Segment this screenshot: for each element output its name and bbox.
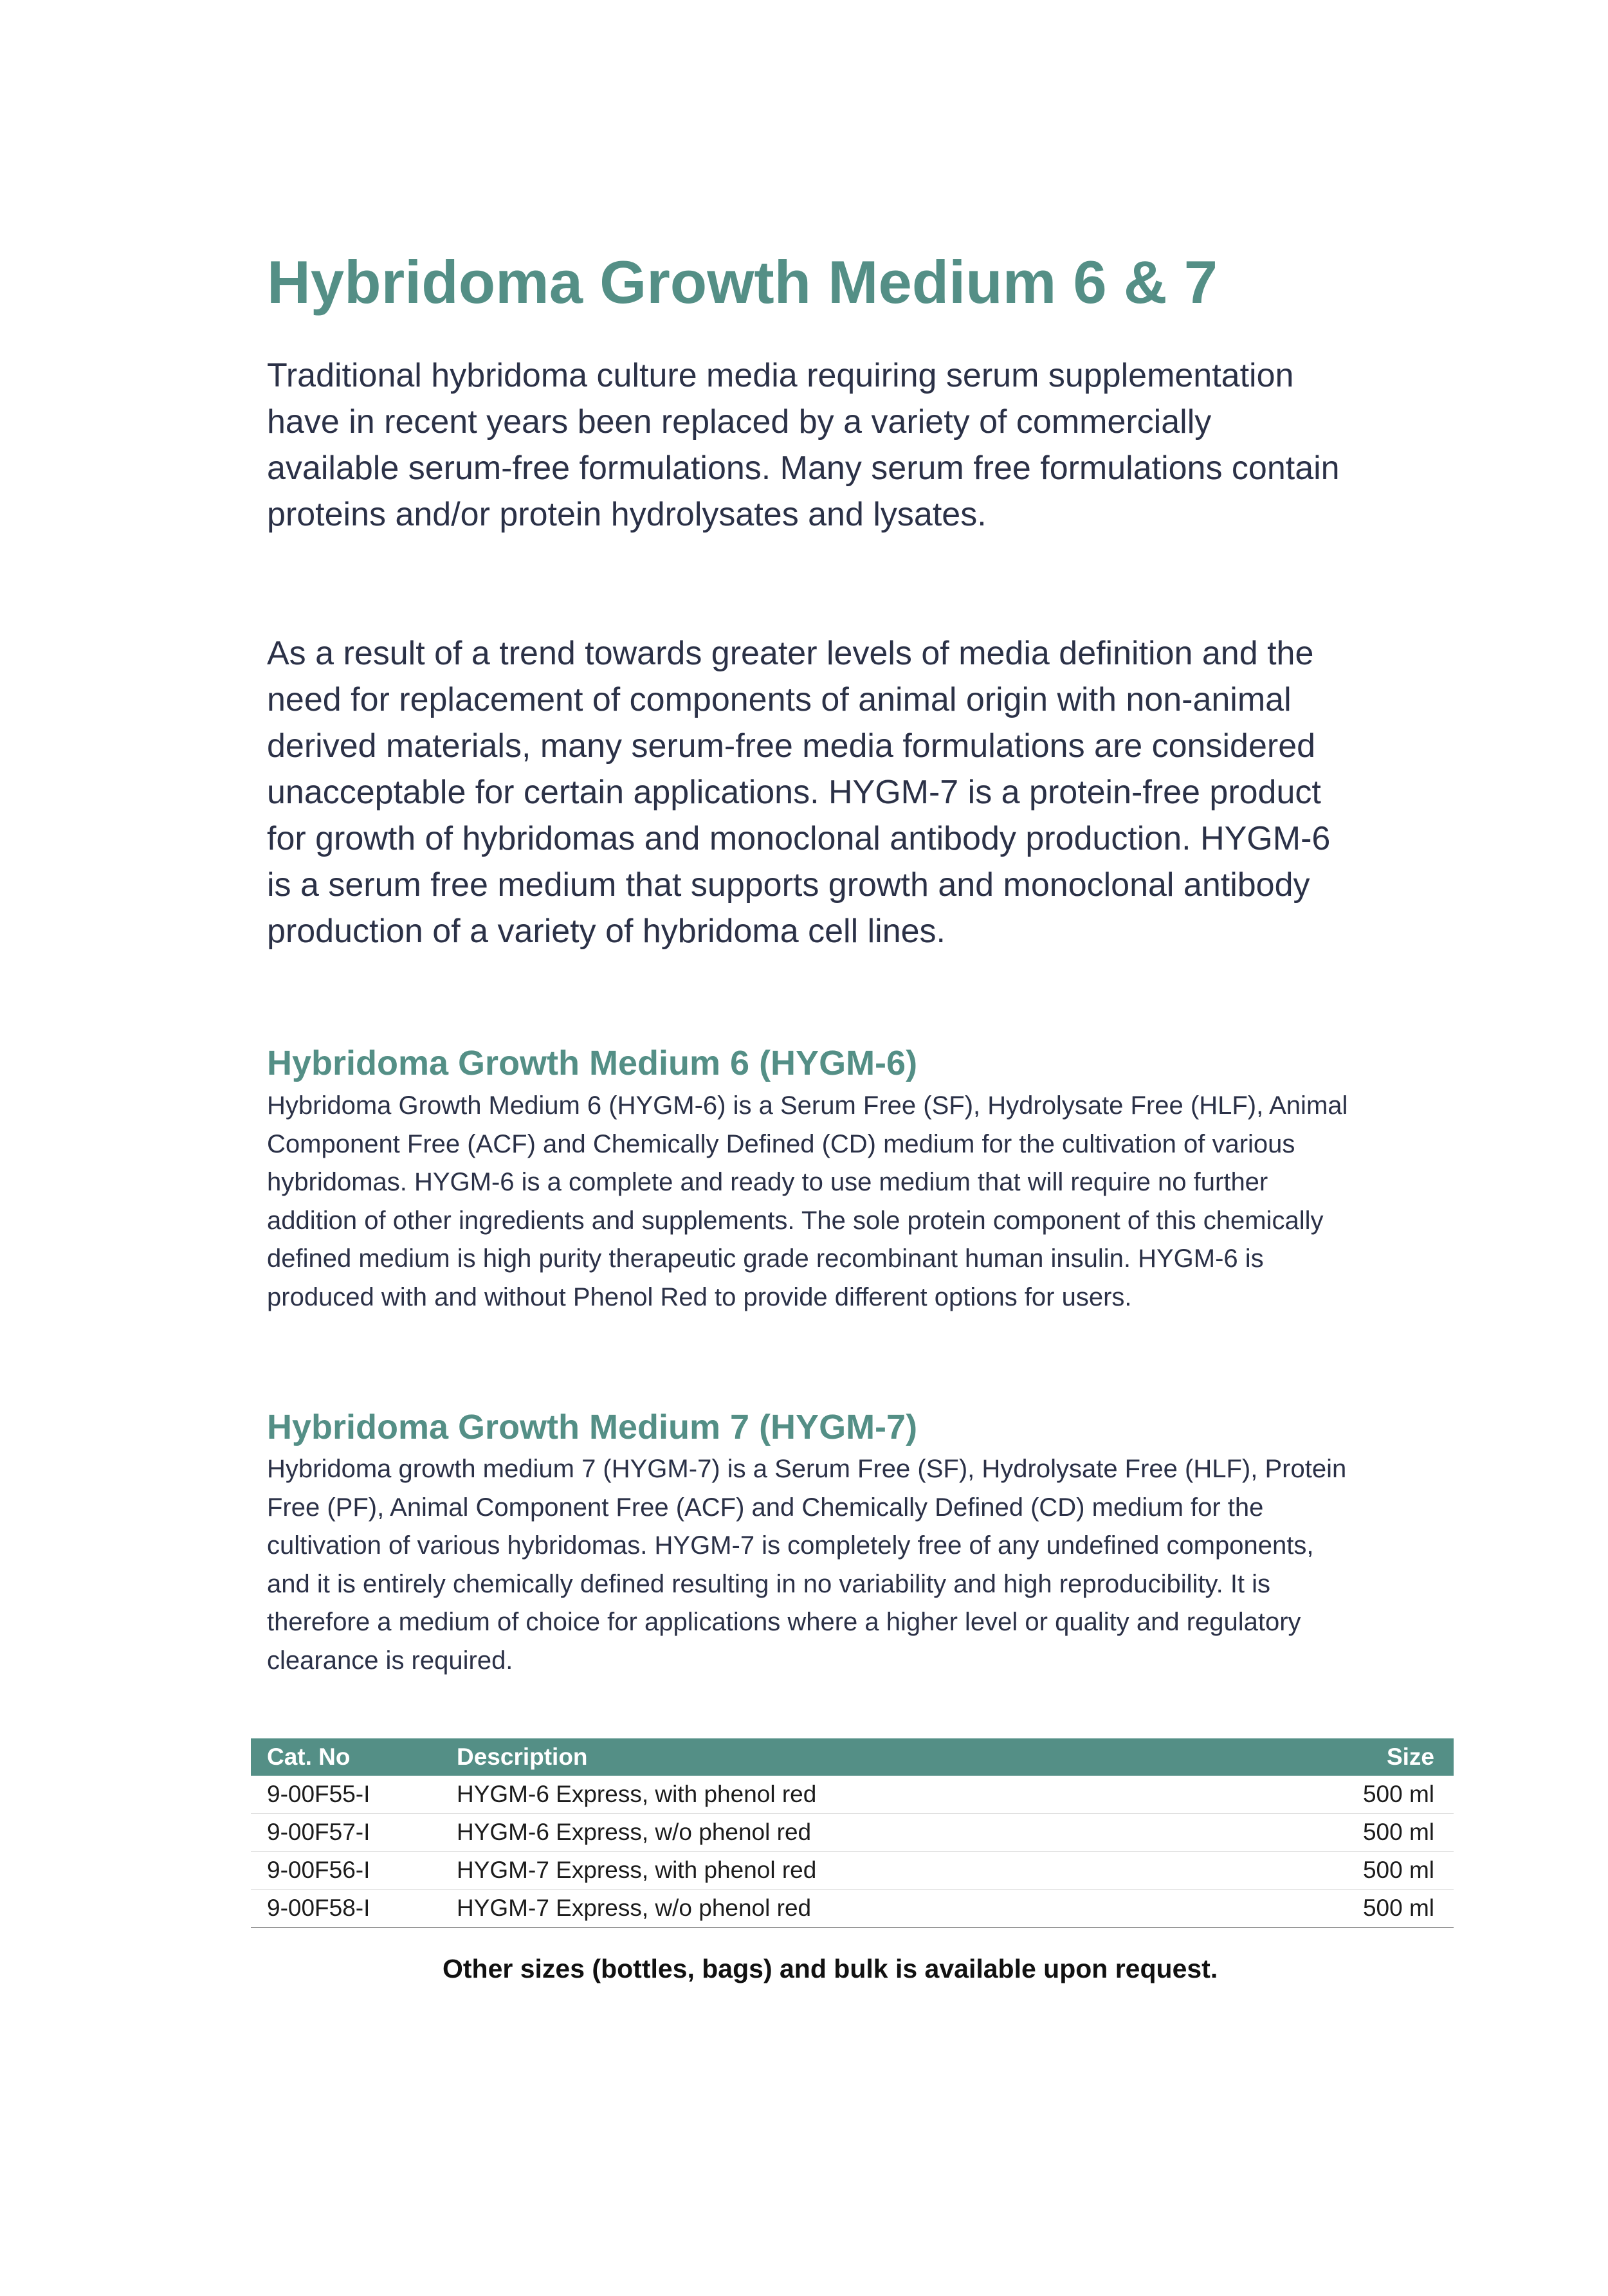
header-size: Size — [1386, 1744, 1434, 1770]
cat-no-cell: 9-00F56-I — [251, 1852, 441, 1890]
table-row — [251, 1852, 1454, 1890]
description-cell: HYGM-7 Express, with phenol red — [441, 1852, 1241, 1890]
header-description: Description — [457, 1744, 588, 1770]
cat-no-cell: 9-00F55-I — [251, 1776, 441, 1814]
intro-paragraph-1: Traditional hybridoma culture media requiring serum supplementation have in recent years been replaced by a variety of commercially available serum-free formulations. Many serum free formulations contain proteins and/or protein hydrolysates and lysates. — [267, 357, 1340, 533]
intro-paragraph-2: As a result of a trend towards greater levels of media definition and the need for replacement of components of animal origin with non-animal derived materials, many serum-free media formulations are considered unacceptable for certain applications. HYGM-7 is a protein-free product for growth of hybridomas and monoclonal antibody production. HYGM-6 is a serum free medium that supports growth and monoclonal antibody production of a variety of hybridoma cell lines. — [267, 635, 1331, 950]
size-cell: 500 ml — [1241, 1890, 1454, 1928]
section-heading-hygm7: Hybridoma Growth Medium 7 (HYGM-7) — [267, 1408, 918, 1446]
section-heading-hygm6: Hybridoma Growth Medium 6 (HYGM-6) — [267, 1044, 918, 1082]
product-table — [251, 1738, 1454, 1928]
section-body-hygm7: Hybridoma growth medium 7 (HYGM-7) is a Serum Free (SF), Hydrolysate Free (HLF), Protein Free (PF), Animal Component Free (ACF) and Chemically Defined (CD) medium for the cultivation of various hybridomas. HYGM-7 is completely free of any undefined components, and it is entirely chemically defined resulting in no variability and high reproducibility. It is therefore a medium of choice for applications where a higher level or quality and regulatory clearance is required. — [267, 1455, 1347, 1675]
table-row — [251, 1776, 1454, 1814]
cat-no-cell: 9-00F57-I — [251, 1814, 441, 1852]
table-row — [251, 1814, 1454, 1852]
description-cell: HYGM-7 Express, w/o phenol red — [441, 1890, 1241, 1928]
cat-no-cell: 9-00F58-I — [251, 1890, 441, 1928]
table-header-row — [251, 1738, 1454, 1776]
header-cat-no: Cat. No — [267, 1744, 351, 1770]
availability-note: Other sizes (bottles, bags) and bulk is available upon request. — [443, 1954, 1218, 1983]
size-cell: 500 ml — [1241, 1814, 1454, 1852]
page-title: Hybridoma Growth Medium 6 & 7 — [267, 248, 1218, 316]
section-body-hygm6: Hybridoma Growth Medium 6 (HYGM-6) is a Serum Free (SF), Hydrolysate Free (HLF), Animal Component Free (ACF) and Chemically Defined (CD) medium for the cultivation of various hybridomas. HYGM-6 is a complete and ready to use medium that will require no further addition of other ingredients and supplements. The sole protein component of this chemically defined medium is high purity therapeutic grade recombinant human insulin. HYGM-6 is produced with and without Phenol Red to provide different options for users. — [267, 1091, 1348, 1311]
table-row — [251, 1890, 1454, 1928]
size-cell: 500 ml — [1241, 1852, 1454, 1890]
size-cell: 500 ml — [1241, 1776, 1454, 1814]
description-cell: HYGM-6 Express, with phenol red — [441, 1776, 1241, 1814]
description-cell: HYGM-6 Express, w/o phenol red — [441, 1814, 1241, 1852]
